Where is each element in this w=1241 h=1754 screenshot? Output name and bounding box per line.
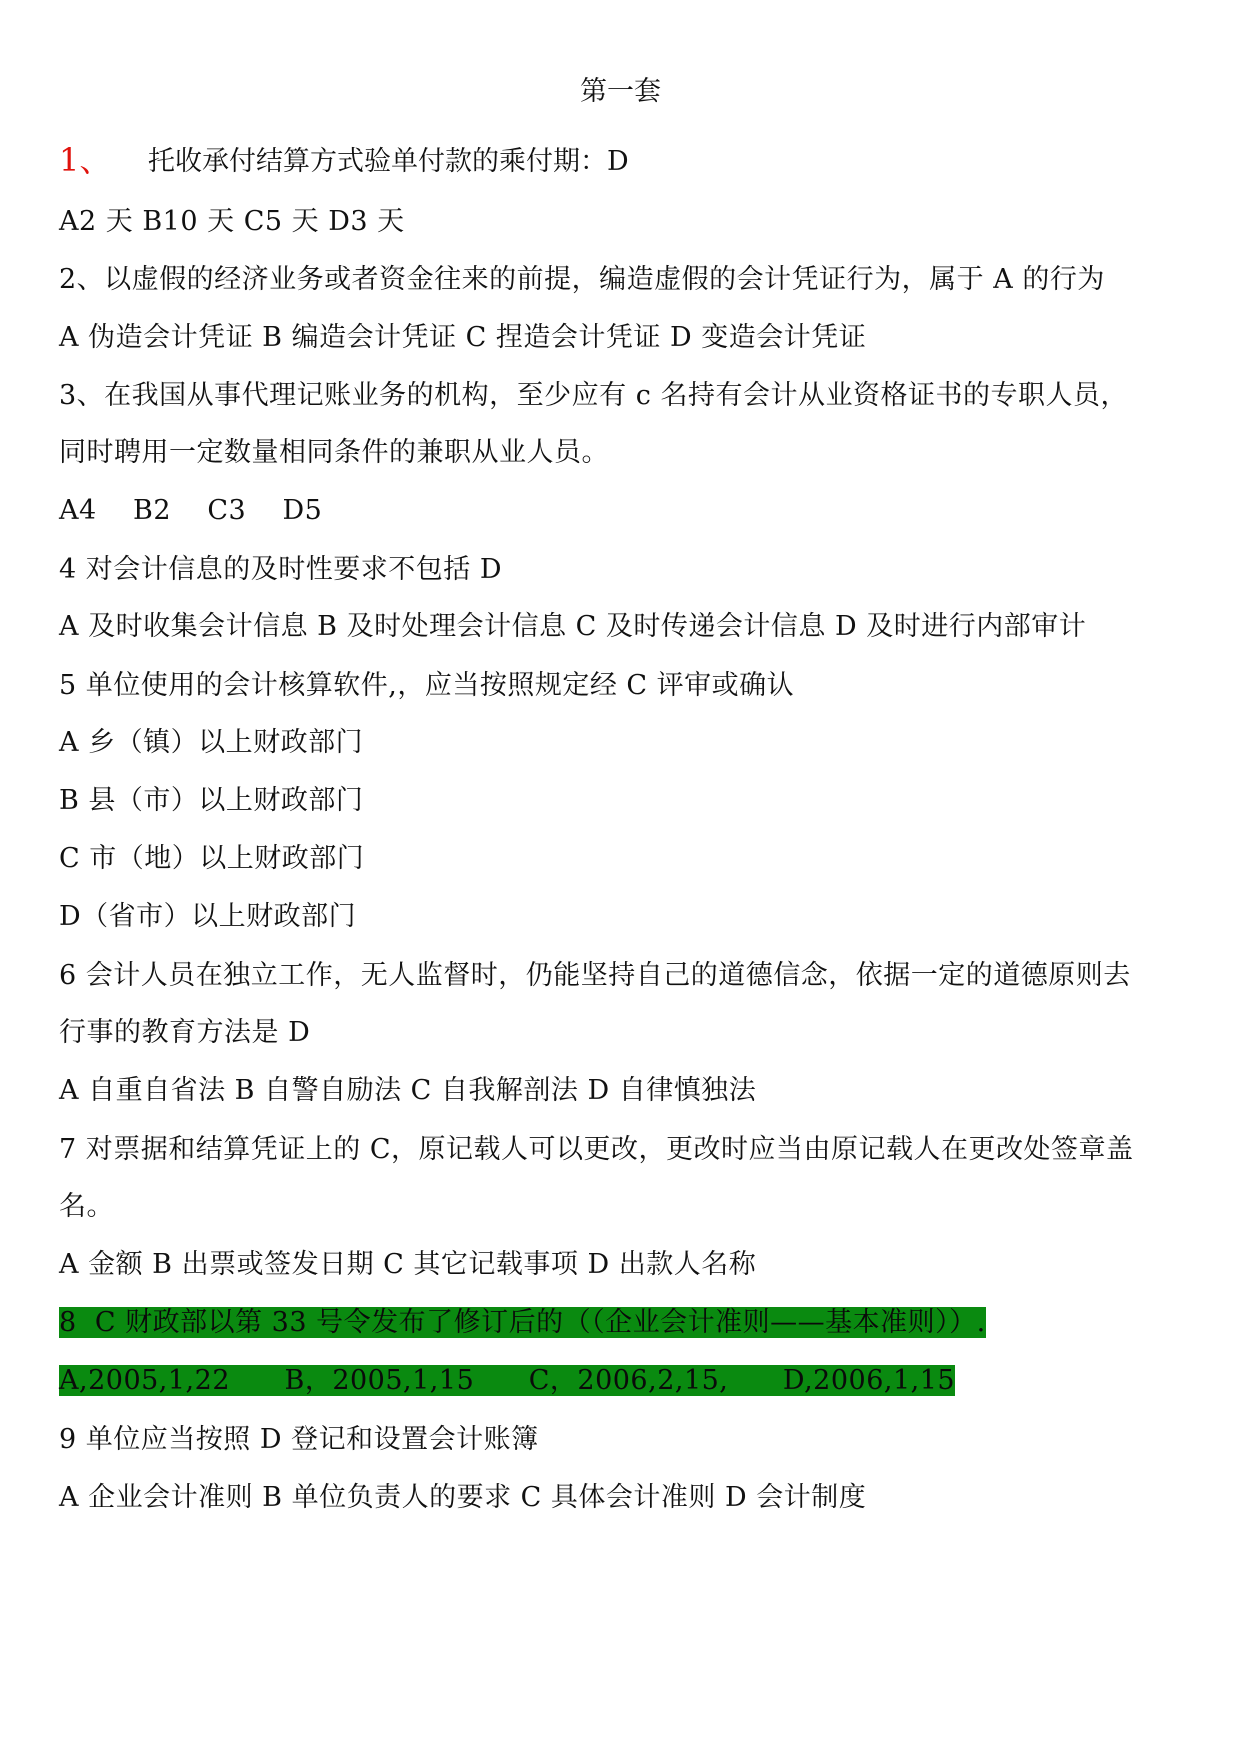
question-6-text-line1: 6 会计人员在独立工作，无人监督时，仍能坚持自己的道德信念，依据一定的道德原则去 <box>59 960 1131 991</box>
page-title: 第一套 <box>580 76 661 107</box>
question-7-options: A 金额 B 出票或签发日期 C 其它记载事项 D 出款人名称 <box>59 1249 757 1280</box>
question-6-options: A 自重自省法 B 自警自励法 C 自我解剖法 D 自律慎独法 <box>59 1075 757 1106</box>
question-3-text-line2: 同时聘用一定数量相同条件的兼职从业人员。 <box>59 437 609 468</box>
question-2-text: 2、以虚假的经济业务或者资金往来的前提，编造虚假的会计凭证行为，属于 A 的行为 <box>59 264 1105 295</box>
question-8-text-highlight: 8 C 财政部以第 33 号令发布了修订后的（（企业会计准则——基本准则））. <box>59 1307 986 1338</box>
question-7-text-line1: 7 对票据和结算凭证上的 C，原记载人可以更改，更改时应当由原记载人在更改处签章盖 <box>59 1134 1134 1165</box>
question-4-text: 4 对会计信息的及时性要求不包括 D <box>59 554 502 585</box>
question-6-text-line2: 行事的教育方法是 D <box>59 1017 311 1048</box>
question-5-option-c: C 市（地）以上财政部门 <box>59 843 365 874</box>
question-5-option-b: B 县（市）以上财政部门 <box>59 785 364 816</box>
question-5-option-a: A 乡（镇）以上财政部门 <box>59 727 364 758</box>
question-1-number: 1、 <box>59 141 112 179</box>
question-5-text: 5 单位使用的会计核算软件,，应当按照规定经 C 评审或确认 <box>59 670 795 701</box>
question-9-options: A 企业会计准则 B 单位负责人的要求 C 具体会计准则 D 会计制度 <box>59 1482 867 1513</box>
question-3-text-line1: 3、在我国从事代理记账业务的机构，至少应有 c 名持有会计从业资格证书的专职人员， <box>59 380 1128 411</box>
question-1-options: A2 天 B10 天 C5 天 D3 天 <box>59 206 405 237</box>
question-8-options <box>59 1361 955 1401</box>
question-9-text: 9 单位应当按照 D 登记和设置会计账簿 <box>59 1424 539 1455</box>
question-3-options: A4 B2 C3 D5 <box>59 495 323 526</box>
question-2-options: A 伪造会计凭证 B 编造会计凭证 C 捏造会计凭证 D 变造会计凭证 <box>59 322 867 353</box>
question-8-text <box>59 1303 986 1343</box>
question-5-option-d: D（省市）以上财政部门 <box>59 901 357 932</box>
question-7-text-line2: 名。 <box>59 1191 114 1222</box>
question-8-options-highlight: A,2005,1,22 B，2005,1,15 C，2006,2,15, D,2006,1,15 <box>59 1365 956 1396</box>
question-4-options: A 及时收集会计信息 B 及时处理会计信息 C 及时传递会计信息 D 及时进行内部审计 <box>59 611 1087 642</box>
question-1-text: 托收承付结算方式验单付款的乘付期：D <box>148 146 629 177</box>
